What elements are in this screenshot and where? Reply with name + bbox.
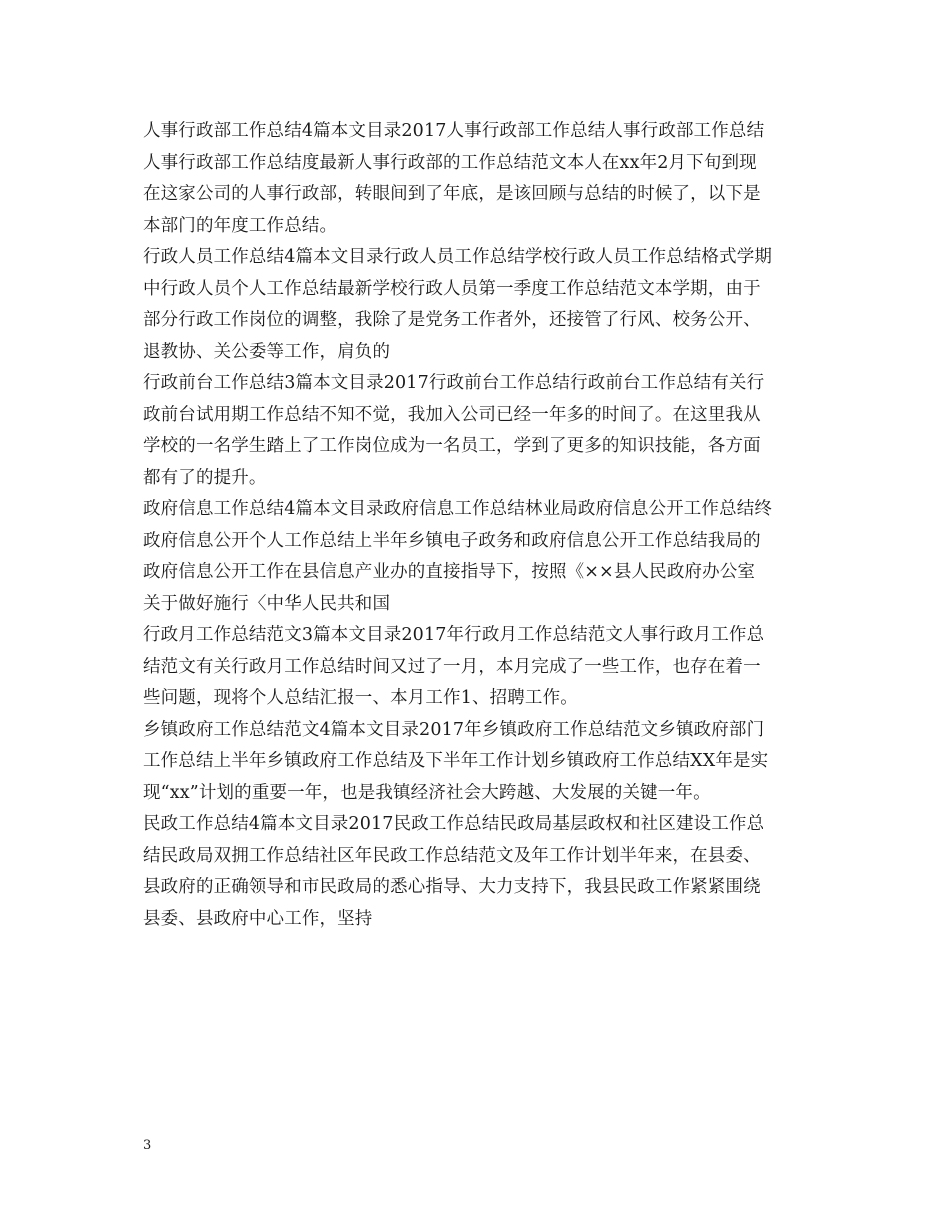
text-line: 政府信息公开工作在县信息产业办的直接指导下，按照《××县人民政府办公室 xyxy=(143,562,756,582)
text-line: 政府信息工作总结4篇本文目录政府信息工作总结林业局政府信息公开工作总结终 xyxy=(143,499,773,519)
text-line: 些问题，现将个人总结汇报一、本月工作1、招聘工作。 xyxy=(143,688,578,708)
text-line: 结范文有关行政月工作总结时间又过了一月，本月完成了一些工作，也存在着一 xyxy=(143,656,761,677)
text-line: 县委、县政府中心工作，坚持 xyxy=(143,908,373,929)
text-line: 行政人员工作总结4篇本文目录行政人员工作总结学校行政人员工作总结格式学期 xyxy=(143,247,773,267)
text-line: 都有了的提升。 xyxy=(143,467,267,488)
text-line: 本部门的年度工作总结。 xyxy=(143,215,338,236)
text-line: 中行政人员个人工作总结最新学校行政人员第一季度工作总结范文本学期，由于 xyxy=(143,278,761,299)
text-line: 关于做好施行〈中华人民共和国 xyxy=(143,593,391,614)
text-line: 行政月工作总结范文3篇本文目录2017年行政月工作总结范文人事行政月工作总 xyxy=(143,625,765,645)
text-line: 结民政局双拥工作总结社区年民政工作总结范文及年工作计划半年来，在县委、 xyxy=(143,845,761,866)
text-line: 政前台试用期工作总结不知不觉，我加入公司已经一年多的时间了。在这里我从 xyxy=(143,404,761,425)
text-line: 部分行政工作岗位的调整，我除了是党务工作者外，还接管了行风、校务公开、 xyxy=(143,310,761,330)
text-line: 乡镇政府工作总结范文4篇本文目录2017年乡镇政府工作总结范文乡镇政府部门 xyxy=(143,719,765,740)
text-line: 行政前台工作总结3篇本文目录2017行政前台工作总结行政前台工作总结有关行 xyxy=(143,373,765,393)
text-line: 县政府的正确领导和市民政局的悉心指导、大力支持下，我县民政工作紧紧围绕 xyxy=(143,877,761,897)
page-number: 3 xyxy=(143,1138,152,1153)
text-line: 在这家公司的人事行政部，转眼间到了年底，是该回顾与总结的时候了，以下是 xyxy=(143,184,761,204)
text-line: 学校的一名学生踏上了工作岗位成为一名员工，学到了更多的知识技能，各方面 xyxy=(143,436,761,456)
text-line: 现“xx”计划的重要一年，也是我镇经济社会大跨越、大发展的关键一年。 xyxy=(143,782,711,803)
text-line: 政府信息公开个人工作总结上半年乡镇电子政务和政府信息公开工作总结我局的 xyxy=(143,530,761,551)
text-line: 工作总结上半年乡镇政府工作总结及下半年工作计划乡镇政府工作总结XX年是实 xyxy=(143,751,769,771)
text-line: 退教协、关公委等工作，肩负的 xyxy=(143,341,391,362)
text-line: 人事行政部工作总结度最新人事行政部的工作总结范文本人在xx年2月下旬到现 xyxy=(143,152,757,173)
text-line: 民政工作总结4篇本文目录2017民政工作总结民政局基层政权和社区建设工作总 xyxy=(143,814,765,834)
document-body xyxy=(143,116,823,935)
text-line: 人事行政部工作总结4篇本文目录2017人事行政部工作总结人事行政部工作总结 xyxy=(143,121,765,141)
